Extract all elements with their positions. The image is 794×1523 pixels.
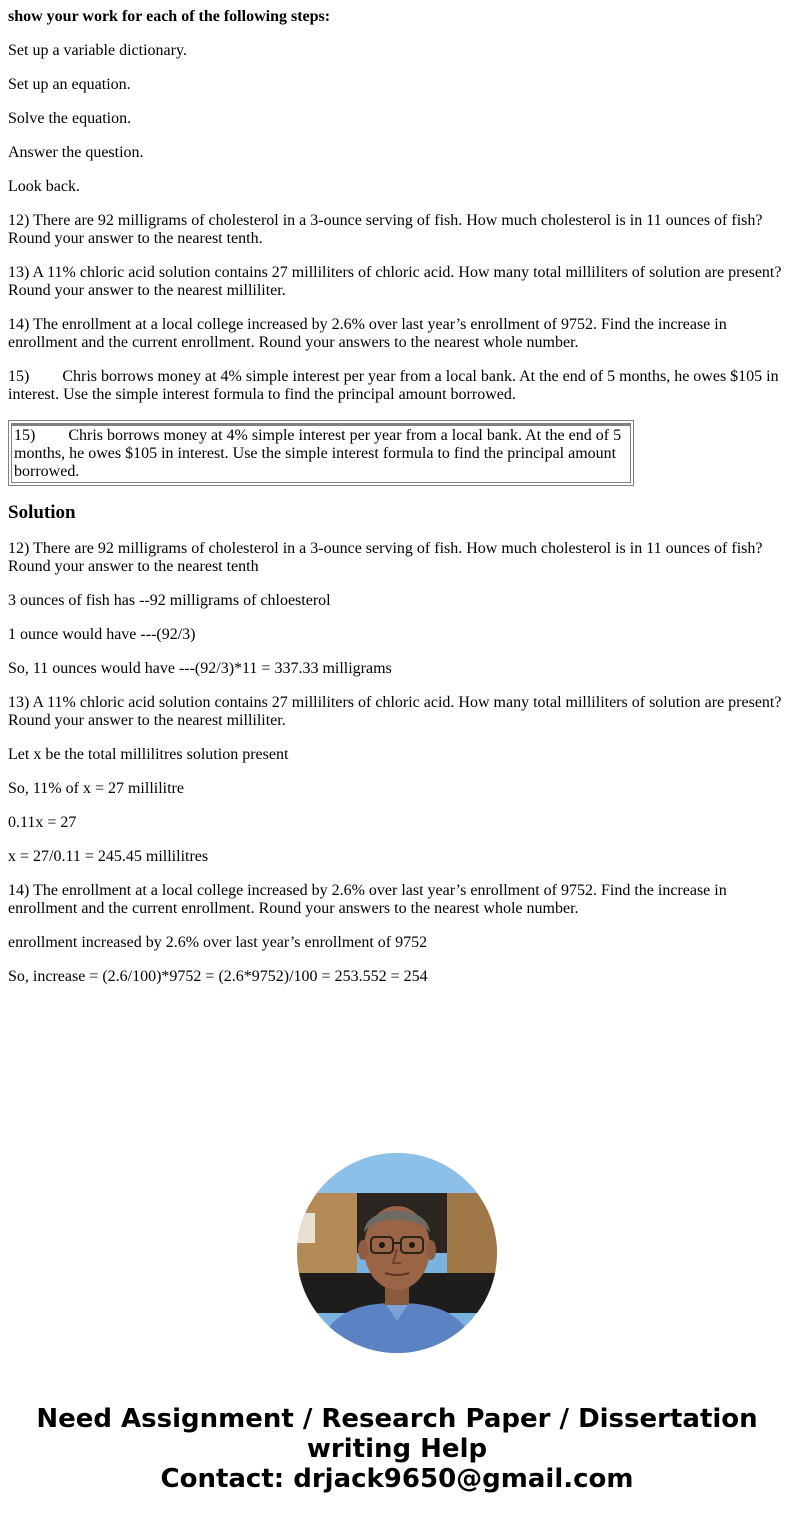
question-15: [8, 368, 786, 404]
promo-line: writing Help: [306, 1434, 488, 1464]
intro-text: show your work for each of the following steps:: [8, 8, 331, 25]
solution-line: So, 11% of x = 27 millilitre: [8, 780, 184, 797]
solution-line: Let x be the total millilitres solution present: [8, 746, 289, 763]
step-item: Set up a variable dictionary.: [8, 42, 187, 59]
solution-heading: Solution: [8, 502, 76, 523]
solution-line: 0.11x = 27: [8, 814, 77, 831]
step-item: Set up an equation.: [8, 76, 131, 93]
solution-line: enrollment increased by 2.6% over last year’s enrollment of 9752: [8, 934, 428, 951]
promo-line: Need Assignment / Research Paper / Dissertation: [36, 1404, 758, 1434]
promo-contact: Contact: drjack9650@gmail.com: [160, 1464, 634, 1494]
solution-line: 12) There are 92 milligrams of cholesterol in a 3-ounce serving of fish. How much cholesterol is in 11 ounces of fish? Round your answer to the nearest tenth: [8, 540, 763, 575]
solution-line: 14) The enrollment at a local college increased by 2.6% over last year’s enrollment of 9752. Find the increase in enrollment and the current enrollment. Round your answers to the nearest whole number.: [8, 882, 727, 917]
document-body: [8, 8, 786, 1002]
step-item: Solve the equation.: [8, 110, 132, 127]
step-item: Answer the question.: [8, 144, 144, 161]
question-14: 14) The enrollment at a local college increased by 2.6% over last year’s enrollment of 9752. Find the increase in enrollment and the current enrollment. Round your answers to the nearest whole number.: [8, 316, 727, 351]
question-12: 12) There are 92 milligrams of cholesterol in a 3-ounce serving of fish. How much cholesterol is in 11 ounces of fish? Round your answer to the nearest tenth.: [8, 212, 763, 247]
table-question-number: 15): [14, 427, 36, 444]
question-15-number: 15): [8, 368, 30, 385]
solution-line: x = 27/0.11 = 245.45 millilitres: [8, 848, 209, 865]
step-item: Look back.: [8, 178, 80, 195]
question-15-text: Chris borrows money at 4% simple interest per year from a local bank. At the end of 5 months, he owes $105 in interest. Use the simple interest formula to find the principal amount borrowed.: [8, 368, 779, 403]
promo-banner: [0, 1404, 794, 1494]
tutor-portrait: [297, 1153, 497, 1353]
solution-line: 3 ounces of fish has --92 milligrams of chloesterol: [8, 592, 331, 609]
solution-line: 1 ounce would have ---(92/3): [8, 626, 196, 643]
solution-line: So, 11 ounces would have ---(92/3)*11 = 337.33 milligrams: [8, 660, 392, 677]
question-13: 13) A 11% chloric acid solution contains 27 milliliters of chloric acid. How many total milliliters of solution are present? Round your answer to the nearest milliliter.: [8, 264, 782, 299]
question-table: [8, 420, 634, 486]
tutor-avatar: [297, 1153, 497, 1353]
table-question-text: Chris borrows money at 4% simple interest per year from a local bank. At the end of 5 months, he owes $105 in interest. Use the simple interest formula to find the principal amount borrowed.: [14, 427, 622, 480]
solution-line: So, increase = (2.6/100)*9752 = (2.6*9752)/100 = 253.552 = 254: [8, 968, 428, 985]
question-table-cell: [11, 423, 631, 483]
solution-line: 13) A 11% chloric acid solution contains 27 milliliters of chloric acid. How many total milliliters of solution are present? Round your answer to the nearest milliliter.: [8, 694, 782, 729]
